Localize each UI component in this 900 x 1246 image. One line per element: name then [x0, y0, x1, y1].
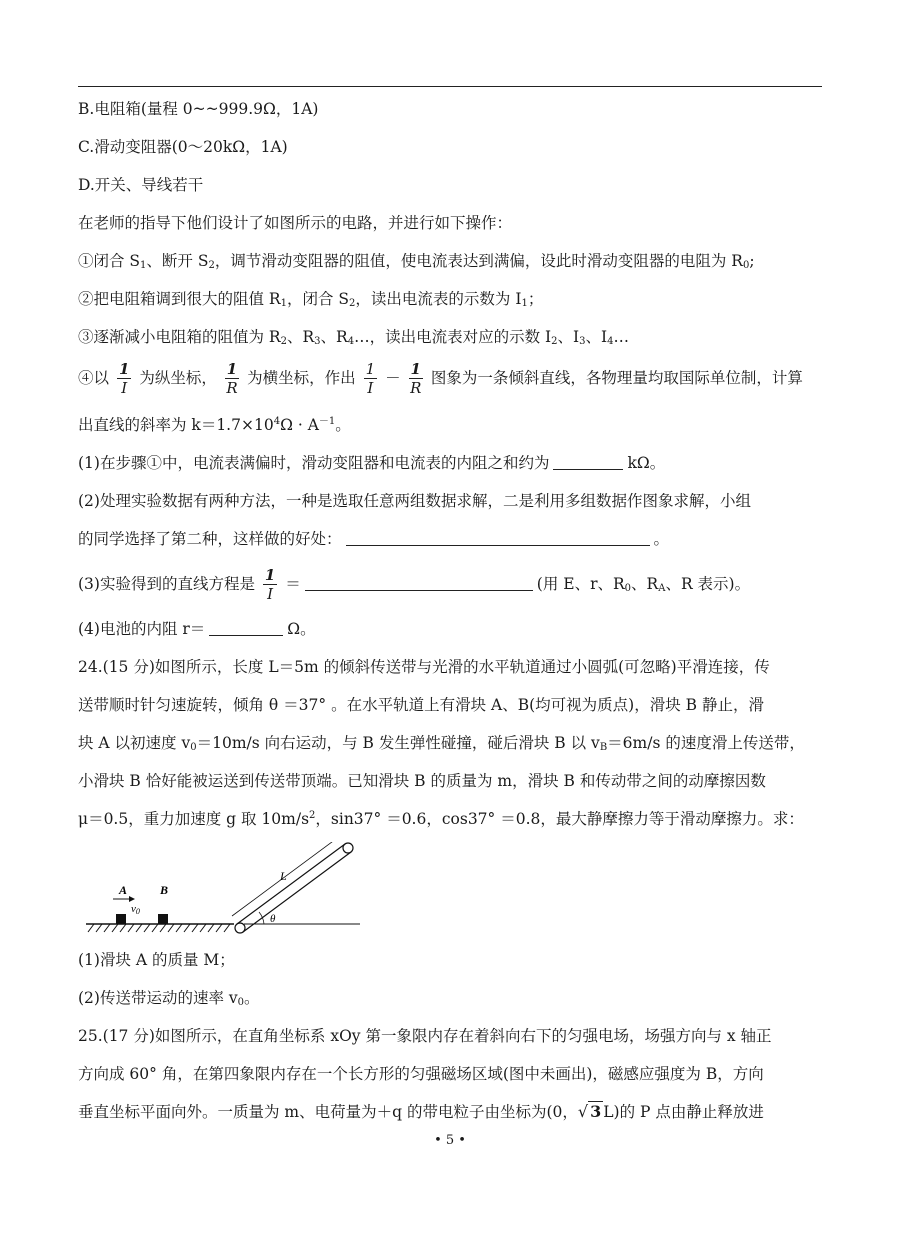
label-b: B: [160, 883, 169, 897]
question-2: (2)处理实验数据有两种方法，一种是选取任意两组数据求解，二是利用多组数据作图象求解，小组: [78, 492, 751, 510]
label-l: L: [280, 869, 287, 883]
step-4: ④以 $\frac{1}{I}$ 为纵坐标， $\frac{1}{R}$ 为横坐标，作出 $\frac{1}{I}$ － $\frac{1}{R}$ 图象为一条倾斜直线，各物理量均取国际单位制，计算: [78, 360, 803, 397]
step-1: ①闭合 $S_1$、断开 $S_2$，调节滑动变阻器的阻值，使电流表达到满偏，设此时滑动变阻器的电阻为 $R_0$;: [78, 252, 755, 271]
problem-24-line-4: 小滑块 B 恰好能被运送到传送带顶端。已知滑块 B 的质量为 m，滑块 B 和传动带之间的动摩擦因数: [78, 772, 766, 790]
problem-25-line-1: 25.(17 分)如图所示，在直角坐标系 xOy 第一象限内存在着斜向右下的匀强电场，场强方向与 x 轴正: [78, 1027, 772, 1045]
option-c: C.滑动变阻器(0～20kΩ，1A): [78, 138, 288, 156]
fraction-1-over-i-q3: $\frac{1}{I}$: [264, 566, 276, 603]
sqrt-three: √ 3: [577, 1102, 602, 1121]
fraction-1-over-r: $\frac{1}{R}$: [226, 360, 238, 397]
page-number: • 5 •: [434, 1133, 466, 1148]
step-2: ②把电阻箱调到很大的阻值 $R_1$，闭合 $S_2$，读出电流表的示数为 $I_1$；: [78, 290, 544, 309]
step-4-continued: 出直线的斜率为 $k=1.7\times 10^4\Omega \cdot A^{-1}$。: [78, 416, 351, 434]
question-4: (4)电池的内阻 r＝ Ω。: [78, 620, 316, 638]
block-b: [158, 914, 168, 924]
option-b: B.电阻箱(量程 0~~999.9Ω，1A): [78, 100, 319, 118]
answer-blank-3[interactable]: [305, 574, 533, 591]
belt-lower: [243, 852, 351, 932]
problem-24-line-1: 24.(15 分)如图所示，长度 L＝5m 的倾斜传送带与光滑的水平轨道通过小圆弧(可忽略)平滑连接，传: [78, 658, 770, 676]
problem-24-line-5: μ＝0.5，重力加速度 g 取 $10m/s^2$，sin37° ＝0.6，cos37° ＝0.8，最大静摩擦力等于滑动摩擦力。求：: [78, 810, 804, 828]
question-1: (1)在步骤①中，电流表满偏时，滑动变阻器和电流表的内阻之和约为 kΩ。: [78, 454, 666, 472]
problem-24-question-1: (1)滑块 A 的质量 M；: [78, 951, 235, 969]
conveyor-figure: [84, 842, 374, 942]
answer-blank-4[interactable]: [209, 619, 283, 636]
fraction-1-over-i: $\frac{1}{I}$: [118, 360, 130, 397]
problem-24-question-2: (2)传送带运动的速率 $v_0$。: [78, 989, 260, 1008]
ground-hatching: [88, 924, 230, 932]
velocity-arrowhead: [129, 896, 135, 902]
answer-blank-2[interactable]: [346, 529, 650, 546]
label-a: A: [119, 883, 128, 897]
intro-text: 在老师的指导下他们设计了如图所示的电路，并进行如下操作：: [78, 214, 513, 232]
problem-24-line-2: 送带顺时针匀速旋转，倾角 θ ＝37° 。在水平轨道上有滑块 A、B(均可视为质点)，滑块 B 静止，滑: [78, 696, 764, 714]
block-a: [116, 914, 126, 924]
label-theta: θ: [270, 913, 276, 925]
step-3: ③逐渐减小电阻箱的阻值为 $R_2$、$R_3$、$R_4\dots$，读出电流表对应的示数 $I_2$、$I_3$、$I_4\dots$: [78, 328, 630, 347]
belt-upper: [237, 844, 345, 924]
answer-blank-1[interactable]: [553, 453, 623, 470]
problem-24-line-3: 块 A 以初速度 $v_0=10m/s$ 向右运动，与 B 发生弹性碰撞，碰后滑块 B 以 $v_B=6m/s$ 的速度滑上传送带，: [78, 734, 805, 753]
label-v0: v0: [131, 903, 140, 916]
question-2-continued: 的同学选择了第二种，这样做的好处： 。: [78, 530, 670, 548]
question-3: (3)实验得到的直线方程是 $\frac{1}{I}$ ＝ (用 E、r、$R_0$、$R_A$、R 表示)。: [78, 566, 751, 603]
fraction-1-over-i-plain: $\frac{1}{I}$: [365, 360, 376, 397]
option-d: D.开关、导线若干: [78, 176, 204, 194]
problem-25-line-3: 垂直坐标平面向外。一质量为 m、电荷量为＋q 的带电粒子由坐标为(0，√ 3 L)的 P 点由静止释放进: [78, 1102, 764, 1121]
header-rule: [78, 86, 822, 87]
fraction-1-over-r-graph: $\frac{1}{R}$: [410, 360, 422, 397]
problem-25-line-2: 方向成 60° 角，在第四象限内存在一个长方形的匀强磁场区域(图中未画出)，磁感应强度为 B，方向: [78, 1065, 764, 1083]
